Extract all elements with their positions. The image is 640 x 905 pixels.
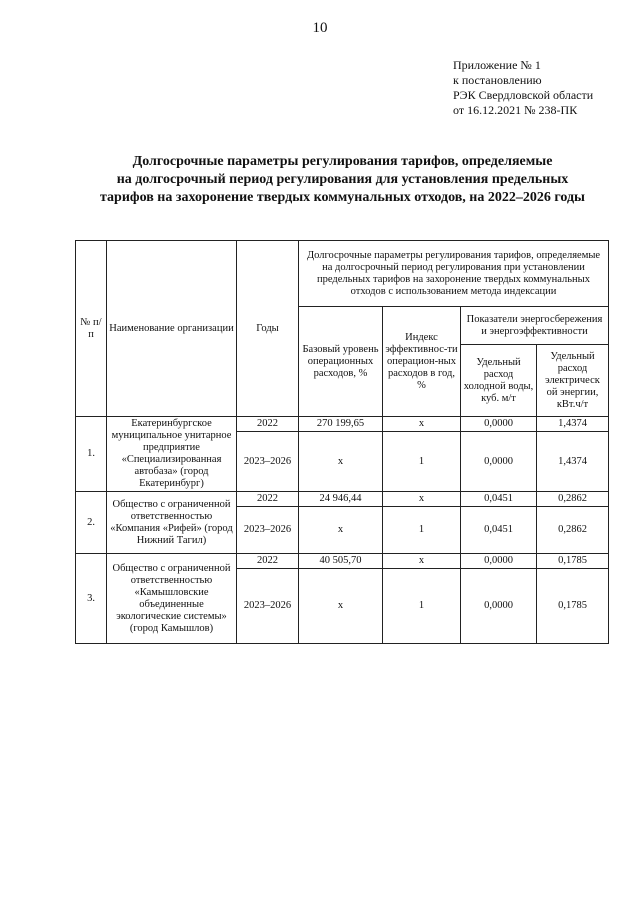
row-base: 270 199,65 [299,417,383,432]
title-line: тарифов на захоронение твердых коммунальных отходов, на 2022–2026 годы [99,190,585,205]
appendix-line: от 16.12.2021 № 238-ПК [453,103,578,117]
header-index: Индекс эффективнос-ти операцион-ных расходов в год, % [383,307,461,417]
row-water: 0,0000 [461,432,537,492]
row-org: Екатеринбургское муниципальное унитарное предприятие «Специализированная автобаза» (город Екатеринбург) [107,417,237,492]
row-electric: 1,4374 [537,432,609,492]
title-line: Долгосрочные параметры регулирования тарифов, определяемые [132,154,553,169]
header-org: Наименование организации [107,241,237,417]
row-electric: 0,1785 [537,554,609,569]
row-electric: 0,2862 [537,507,609,554]
row-index: 1 [383,507,461,554]
appendix-line: к постановлению [453,73,542,87]
header-params: Долгосрочные параметры регулирования тарифов, определяемые на долгосрочный период регулирования при установлении предельных тарифов на захоронение твердых коммунальных отходов с использованием метода индексации [299,241,609,307]
header-energy: Показатели энергосбережения и энергоэффективности [461,307,609,345]
row-years: 2022 [237,417,299,432]
row-water: 0,0000 [461,569,537,644]
row-index: 1 [383,569,461,644]
row-index: х [383,554,461,569]
row-base: 24 946,44 [299,492,383,507]
header-num: № п/п [76,241,107,417]
row-index: х [383,417,461,432]
page-number: 10 [312,20,328,36]
row-electric: 1,4374 [537,417,609,432]
row-base: х [299,432,383,492]
appendix-block [453,58,593,118]
table-row [76,417,609,432]
row-index: х [383,492,461,507]
row-base: 40 505,70 [299,554,383,569]
appendix-line: Приложение № 1 [453,58,541,72]
row-years: 2022 [237,492,299,507]
row-water: 0,0451 [461,492,537,507]
header-years: Годы [237,241,299,417]
header-water: Удельный расход холодной воды, куб. м/т [461,345,537,417]
row-num: 3. [76,554,107,644]
row-water: 0,0000 [461,417,537,432]
row-years: 2023–2026 [237,432,299,492]
document-title [70,153,615,207]
row-org: Общество с ограниченной ответственностью «Компания «Рифей» (город Нижний Тагил) [107,492,237,554]
row-base: х [299,569,383,644]
row-electric: 0,2862 [537,492,609,507]
table-row [76,554,609,569]
row-num: 1. [76,417,107,492]
tariff-parameters-table [75,240,609,644]
row-electric: 0,1785 [537,569,609,644]
row-years: 2023–2026 [237,569,299,644]
header-electric: Удельный расход электрическ ой энергии, кВт.ч/т [537,345,609,417]
header-base: Базовый уровень операционных расходов, % [299,307,383,417]
row-water: 0,0451 [461,507,537,554]
appendix-line: РЭК Свердловской области [453,88,594,102]
table-row [76,492,609,507]
row-water: 0,0000 [461,554,537,569]
row-years: 2022 [237,554,299,569]
row-base: х [299,507,383,554]
row-years: 2023–2026 [237,507,299,554]
row-org: Общество с ограниченной ответственностью «Камышловские объединенные экологические системы» (город Камышлов) [107,554,237,644]
title-line: на долгосрочный период регулирования для установления предельных [116,172,569,187]
row-num: 2. [76,492,107,554]
row-index: 1 [383,432,461,492]
